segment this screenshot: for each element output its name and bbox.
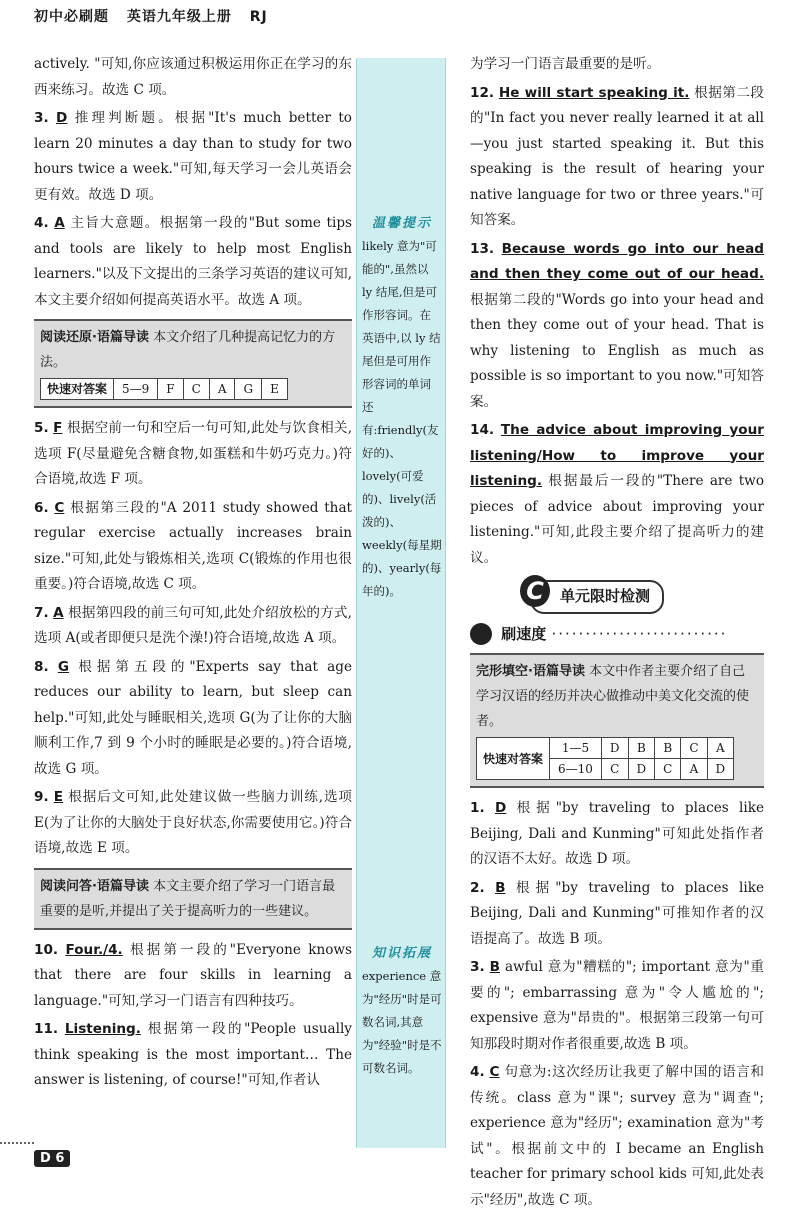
section-letter-icon: C [520,575,550,607]
answer-table-label: 快速对答案 [477,738,550,780]
explanation: 根据第二段的"In fact you never really learned it at all—you just started speaking it. But this speaking is the result of hearing your native language for two or three years."可知答案。 [470,84,764,228]
footer-dotted-rule [0,1142,34,1144]
answer-key: A [54,215,65,231]
answer-range: 6—10 [550,759,602,780]
answer-key: G [57,658,70,675]
reading-guide-box-1 [34,319,352,408]
answer-cell: C [681,738,707,759]
subject-title: 英语九年级上册 [126,9,232,25]
explanation: awful 意为"糟糕的"; important 意为"重要的"; embarrassing 意为"令人尴尬的"; expensive 意为"昂贵的"。根据第三段第一句可知那段时期对作者很重要,故选 B 项。 [470,959,764,1052]
answer-cell: A [707,738,734,759]
tip-text: experience 意为"经历"时是可数名词,其意为"经验"时是不可数名词。 [362,969,442,1075]
answer-item-7: 7. A 根据第四段的前三句可知,此处介绍放松的方式,选项 A(或者即便只是洗个澡!)符合语境,故选 A 项。 [34,604,352,646]
continued-text: 为学习一门语言最重要的是听。 [470,56,661,72]
box-title: 完形填空·语篇导读 [476,664,585,679]
answer-key: Four./4. [65,941,123,958]
answer-item-6: 6. C 根据第三段的"A 2011 study showed that regular exercise actually increases brain size."可知,此处与锻炼相关,选项 C(锻炼的作用也很重要。)符合语境,故选 C 项。 [34,499,353,592]
tip-title: 温馨提示 [371,216,432,231]
page-number: D 6 [34,1150,70,1167]
answer-key: A [53,604,64,621]
book-title: 初中必刷题 [34,9,109,25]
box-text: 本文主要介绍了学习一门语言最重要的是听,并提出了关于提高听力的一些建议。 [40,878,336,919]
box-title: 阅读还原·语篇导读 [40,330,149,345]
page-header [34,6,280,26]
answer-range: 1—5 [550,738,602,759]
answer-cell: B [655,738,681,759]
edition-label: RJ [249,9,268,25]
box-text: 本文介绍了几种提高记忆力的方法。 [40,330,336,370]
answer-cell: C [183,379,209,400]
reading-guide-box-2 [34,868,352,930]
tip-text: likely 意为"可能的",虽然以 ly 结尾,但是可作形容词。在英语中,以 ly 结尾但是可用作形容词的单词还有:friendly(友好的)、lovely(可爱的)、lively(活泼的)、weekly(每星期的)、yearly(每年的)。 [362,239,442,598]
reading-guide-box-3 [470,653,764,788]
tip-box-2 [362,942,442,1080]
answer-cell: A [681,759,707,780]
explanation: 根据第二段的"Words go into your head and then they come out of your head. That is why listening to English as much as possible is so important to you now."可知答案。 [470,291,764,410]
speed-title: 刷速度 [501,624,547,643]
answer-key: D [494,800,507,816]
answer-key: B [489,959,500,975]
answer-key: F [53,420,63,436]
explanation: 根据第四段的前三句可知,此处介绍放松的方式,选项 A(或者即便只是洗个澡!)符合语境,故选 A 项。 [34,604,352,646]
answer-table [40,378,288,400]
explanation: 根据第一段的"Everyone knows that there are four skills in learning a language."可知,学习一门语言有四种技巧。 [34,941,353,1009]
explanation: 根据"by traveling to places like Beijing, Dali and Kunming"可知此处指作者的汉语不太好。故选 D 项。 [470,800,765,867]
tip-box-1 [362,212,442,603]
cloze-answer-3: 3. B awful 意为"糟糕的"; important 意为"重要的"; embarrassing 意为"令人尴尬的"; expensive 意为"昂贵的"。根据第三段第一句可知那段时期对作者很重要,故选 B 项。 [470,959,764,1052]
answer-item-9: 9. E 根据后文可知,此处建议做一些脑力训练,选项 E(为了让你的大脑处于良好状态,你需要使用它。)符合语境,故选 E 项。 [34,789,352,856]
right-column [470,52,764,1216]
answer-range: 5—9 [114,379,158,400]
answer-item-14: 14. The advice about improving your listening/How to improve your listening. 根据最后一段的"There are two pieces of advice about improving your listening."可知,此段主要介绍了提高听力的建议。 [470,422,764,566]
continued-text: actively. "可知,你应该通过积极运用你正在学习的东西来练习。故选 C 项。 [34,56,352,98]
answer-item-3: 3. D 推理判断题。根据"It's much better to learn 20 minutes a day than to study for two hours twice a week."可知,每天学习一会儿英语会更有效。故选 D 项。 [34,110,352,203]
answer-key: Because words go into our head and then they come out of our head. [470,240,764,282]
answer-table-label: 快速对答案 [41,379,114,400]
box-text: 本文中作者主要介绍了自己学习汉语的经历并决心做推动中美文化交流的使者。 [476,664,750,729]
answer-item-11: 11. Listening. 根据第一段的"People usually think speaking is the most important… The answer is listening, of course!"可知,作者认 [34,1021,352,1088]
answer-table [476,737,734,780]
box-title: 阅读问答·语篇导读 [40,878,149,894]
answer-cell: A [209,379,235,400]
answer-cell: D [601,738,628,759]
answer-item-8: 8. G 根据第五段的"Experts say that age reduces our ability to learn, but sleep can help."可知,此处与睡眠相关,选项 G(为了让你的大脑顺利工作,7 到 9 个小时的睡眠是必要的。)符合语境,故选 G 项。 [34,658,353,777]
tip-title: 知识拓展 [371,946,432,961]
dotted-rule: ·························· [551,624,728,643]
explanation: 根据空前一句和空后一句可知,此处与饮食相关,选项 F(尽量避免含糖食物,如蛋糕和牛奶巧克力。)符合语境,故选 F 项。 [34,420,353,487]
explanation: 句意为:这次经历让我更了解中国的语言和传统。class 意为"课"; survey 意为"调查"; experience 意为"经历"; examination 意为"考试"。根据前文中的 I became an English teacher for primary school kids 可知,此处表示"经历",故选 C 项。 [470,1064,764,1208]
explanation: 根据第三段的"A 2011 study showed that regular exercise actually increases brain size."可知,此处与锻炼相关,选项 C(锻炼的作用也很重要。)符合语境,故选 C 项。 [34,499,353,592]
section-title: 单元限时检测 [560,587,651,605]
answer-cell: E [262,379,288,400]
answer-item-13: 13. Because words go into our head and then they come out of our head. 根据第二段的"Words go into your head and then they come out of your head. That is why listening to English as much as possible is so important to you now."可知答案。 [470,240,764,410]
cloze-answer-4: 4. C 句意为:这次经历让我更了解中国的语言和传统。class 意为"课"; survey 意为"调查"; experience 意为"经历"; examination 意为"考试"。根据前文中的 I became an English teacher for primary school kids 可知,此处表示"经历",故选 C 项。 [470,1064,764,1208]
answer-item-10: 10. Four./4. 根据第一段的"Everyone knows that there are four skills in learning a language."可知,学习一门语言有四种技巧。 [34,941,353,1009]
explanation: 根据最后一段的"There are two pieces of advice about improving your listening."可知,此段主要介绍了提高听力的建议。 [470,473,764,566]
speed-heading [470,622,764,648]
answer-item-5: 5. F 根据空前一句和空后一句可知,此处与饮食相关,选项 F(尽量避免含糖食物,如蛋糕和牛奶巧克力。)符合语境,故选 F 项。 [34,420,353,487]
section-badge [526,577,664,614]
answer-key: E [53,789,64,805]
answer-cell: D [628,759,655,780]
answer-item-12: 12. He will start speaking it. 根据第二段的"In fact you never really learned it at all—you just started speaking it. But this speaking is the result of hearing your native language for two or three years."可知答案。 [470,84,764,228]
answer-cell: D [707,759,734,780]
answer-cell: F [158,379,183,400]
answer-cell: C [601,759,628,780]
explanation: 主旨大意题。根据第一段的"But some tips and tools are likely to help most English learners."以及下文提出的三条学习英语的建议可知,本文主要介绍如何提高英语水平。故选 A 项。 [34,215,353,308]
answer-cell: C [655,759,681,780]
answer-key: The advice about improving your listening/How to improve your listening. [470,422,764,489]
answer-key: C [54,499,65,516]
answer-cell: B [628,738,655,759]
explanation: 根据第一段的"People usually think speaking is the most important… The answer is listening, of course!"可知,作者认 [34,1021,352,1088]
answer-key: D [56,110,68,126]
explanation: 推理判断题。根据"It's much better to learn 20 minutes a day than to study for two hours twice a week."可知,每天学习一会儿英语会更有效。故选 D 项。 [34,110,352,203]
speed-icon [470,623,492,645]
left-column [34,52,352,1097]
answer-key: B [495,879,506,896]
explanation: 根据后文可知,此处建议做一些脑力训练,选项 E(为了让你的大脑处于良好状态,你需要使用它。)符合语境,故选 E 项。 [34,789,352,856]
cloze-answer-1: 1. D 根据"by traveling to places like Beijing, Dali and Kunming"可知此处指作者的汉语不太好。故选 D 项。 [470,800,765,867]
explanation: 根据第五段的"Experts say that age reduces our ability to learn, but sleep can help."可知,此处与睡眠相关,选项 G(为了让你的大脑顺利工作,7 到 9 个小时的睡眠是必要的。)符合语境,故选 G 项。 [34,658,353,777]
answer-key: Listening. [64,1021,141,1037]
answer-cell: G [235,379,262,400]
answer-item-4: 4. A 主旨大意题。根据第一段的"But some tips and tools are likely to help most English learners."以及下文提出的三条学习英语的建议可知,本文主要介绍如何提高英语水平。故选 A 项。 [34,215,353,308]
cloze-answer-2: 2. B 根据"by traveling to places like Beijing, Dali and Kunming"可推知作者的汉语提高了。故选 B 项。 [470,879,764,947]
explanation: 根据"by traveling to places like Beijing, Dali and Kunming"可推知作者的汉语提高了。故选 B 项。 [470,879,764,947]
answer-key: He will start speaking it. [498,84,690,101]
answer-key: C [489,1064,500,1080]
